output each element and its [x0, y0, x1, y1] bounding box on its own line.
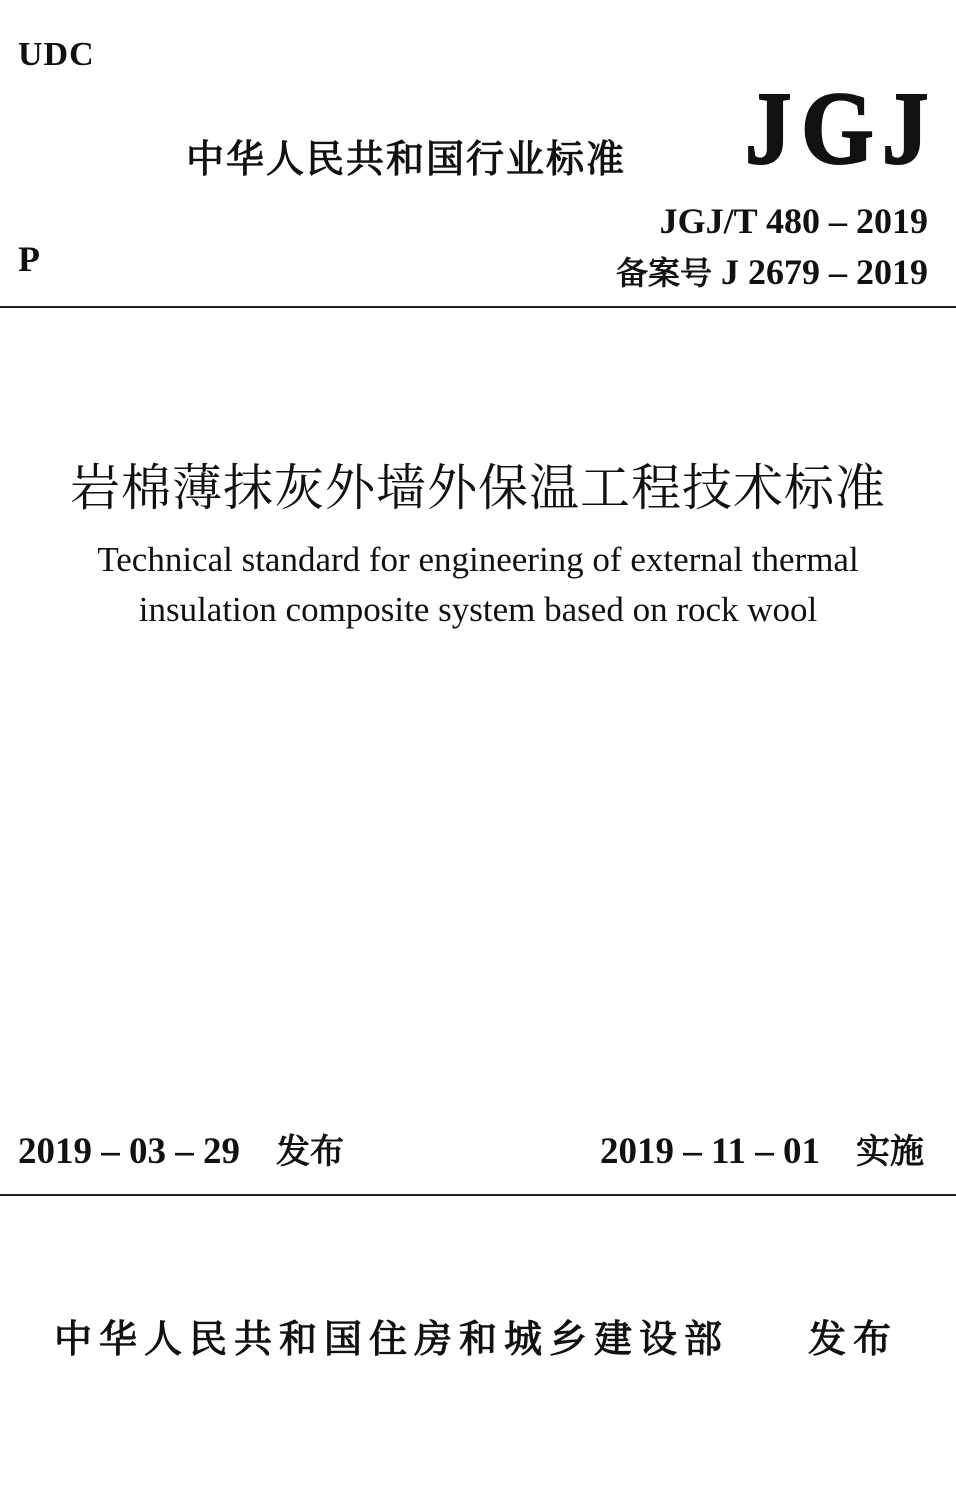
udc-label: UDC: [18, 36, 95, 73]
standard-code: JGJ/T 480 – 2019: [659, 201, 928, 241]
publisher-action: 发布: [808, 1317, 899, 1361]
issue-date-row: [18, 1124, 344, 1173]
effective-label: 实施: [855, 1132, 924, 1172]
title-chinese: 岩棉薄抹灰外墙外保温工程技术标准: [70, 459, 886, 517]
industry-standard-heading: 中华人民共和国行业标准: [186, 137, 627, 181]
record-label: 备案号: [615, 254, 712, 292]
title-english-line-1: Technical standard for engineering of external thermal: [97, 540, 859, 579]
title-english-line-2: insulation composite system based on rock wool: [138, 590, 818, 629]
footer-divider: [0, 1194, 956, 1196]
issue-date: 2019 – 03 – 29: [18, 1131, 240, 1172]
header-divider: [0, 306, 956, 308]
logo-letter: J: [744, 71, 792, 186]
logo-letter: G: [800, 71, 874, 186]
jgj-logo: [742, 71, 932, 186]
publisher-name: 中华人民共和国住房和城乡建设部: [54, 1317, 730, 1361]
effective-date: 2019 – 11 – 01: [600, 1131, 820, 1172]
record-number-value: J 2679 – 2019: [721, 252, 928, 292]
logo-letter: J: [882, 71, 930, 186]
classification-code: P: [18, 239, 40, 279]
record-number: [616, 248, 928, 294]
effective-date-row: [600, 1124, 924, 1173]
issue-label: 发布: [276, 1132, 344, 1172]
